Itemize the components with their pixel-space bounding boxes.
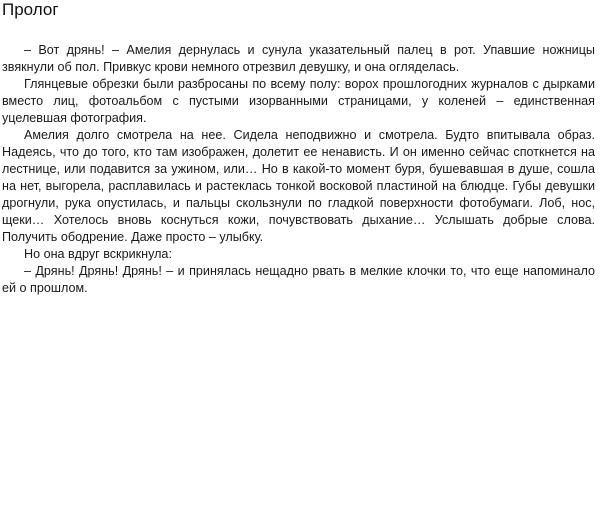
paragraph: Глянцевые обрезки были разбросаны по всему полу: ворох прошлогодних журналов с дырками вместо лиц, фотоальбом с пустыми изорванными страницами, у коленей – единственная уцелевшая фотография. xyxy=(2,77,595,125)
paragraph: – Дрянь! Дрянь! Дрянь! – и принялась нещадно рвать в мелкие клочки то, что еще напоминало ей о прошлом. xyxy=(2,264,595,295)
paragraph: Амелия долго смотрела на нее. Сидела неподвижно и смотрела. Будто впитывала образ. Надеясь, что до того, кто там изображен, долетит ее ненависть. И он именно сейчас споткнется на лестнице, или подавится за ужином, или… Но в какой-то момент буря, бушевавшая в душе, сошла на нет, выгорела, расплавилась и растеклась тонкой восковой пластиной на блюдце. Губы девушки дрогнули, рука опустилась, и пальцы скользнули по гладкой поверхности фотобумаги. Лоб, нос, щеки… Хотелось вновь коснуться кожи, почувствовать дыхание… Услышать добрые слова. Получить ободрение. Даже просто – улыбку. xyxy=(2,128,595,244)
chapter-text xyxy=(2,42,595,297)
paragraph: – Вот дрянь! – Амелия дернулась и сунула указательный палец в рот. Упавшие ножницы звякнули об пол. Привкус крови немного отрезвил девушку, и она огляделась. xyxy=(2,43,595,74)
chapter-title: Пролог xyxy=(2,0,59,19)
paragraph: Но она вдруг вскрикнула: xyxy=(24,247,172,261)
